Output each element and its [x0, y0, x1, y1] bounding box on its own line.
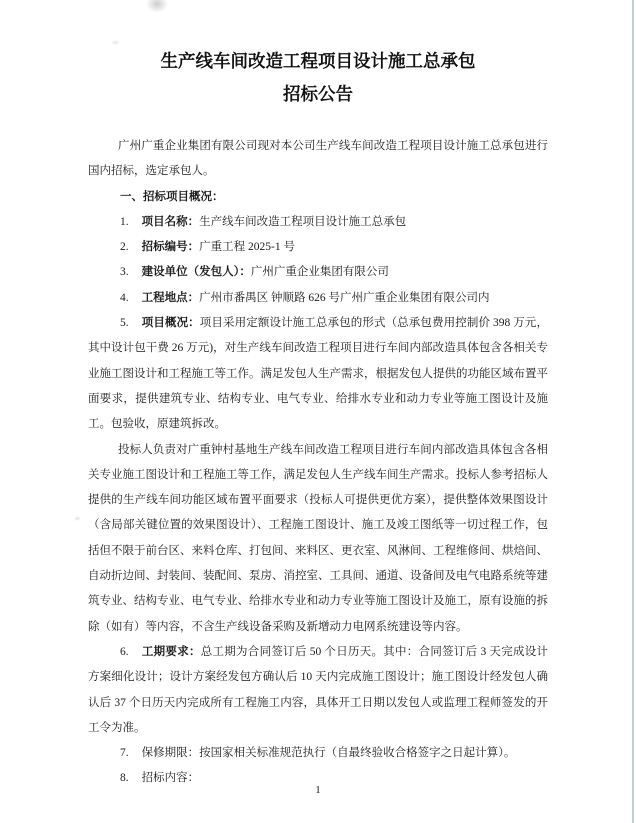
item-text: 广州市番禺区 钟顺路 626 号广州广重企业集团有限公司内	[199, 291, 490, 304]
item-text: 广州广重企业集团有限公司	[250, 266, 389, 279]
item-label: 招标编号：	[141, 241, 200, 254]
scan-artifact-smudge	[146, 0, 168, 13]
numbered-item-7	[88, 741, 548, 766]
numbered-item-4	[88, 286, 548, 311]
scan-artifact-dot	[111, 40, 120, 45]
title-block	[0, 0, 636, 111]
bidder-paragraph: 投标人负责对广重钟村基地生产线车间改造工程项目进行车间内部改造具体包含各相关专业施工图设计和工程施工等工作，满足发包人生产线车间生产需求。投标人参考招标人提供的生产线车间功能区域布置平面要求（投标人可提供更优方案），提供整体效果图设计（含局部关键位置的效果图设计）、工程施工图设计、施工及竣工图纸等一切过程工作，包括但不限于前台区、来料仓库、打包间、来料区、更衣室、风淋间、工程维修间、烘焙间、自动折边间、封装间、装配间、泵房、消控室、工具间、通道、设备间及电气电路系统等建筑专业、结构专业、电气专业、给排水专业和动力专业等施工图设计及施工，原有设施的拆除（如有）等内容，不含生产线设备采购及新增动力电网系统建设等内容。	[88, 443, 548, 633]
numbered-item-5	[88, 311, 548, 437]
intro-paragraph: 广州广重企业集团有限公司现对本公司生产线车间改造工程项目设计施工总承包进行国内招标，选定承包人。	[88, 140, 548, 178]
item-number: 3.	[120, 266, 129, 279]
item-number: 2.	[120, 241, 129, 254]
page-number: 1	[315, 784, 321, 796]
section-heading: 一、招标项目概况：	[120, 190, 224, 203]
item-text: 广重工程 2025-1 号	[199, 241, 295, 254]
doc-subtitle: 招标公告	[283, 84, 353, 104]
item-text: 生产线车间改造工程项目设计施工总承包	[199, 215, 407, 228]
item-text: 按国家相关标准规范执行（自最终验收合格签字之日起计算）。	[199, 747, 516, 760]
item-label: 项目概况：	[141, 317, 200, 330]
item-label: 项目名称：	[141, 215, 200, 228]
item-number: 7.	[120, 747, 129, 760]
item-number: 1.	[120, 215, 129, 228]
numbered-item-2	[88, 235, 548, 260]
item-number: 5.	[120, 317, 129, 330]
document-body	[88, 134, 548, 792]
item-text: 总工期为合同签订后 50 个日历天。其中：合同签订后 3 天完成设计方案细化设计；设计方案经发包方确认后 10 天内完成施工图设计；施工图设计经发包人确认后 37 个日历天内完成所有工程施工内容，具体开工日期以发包人或监理工程师签发的开工令为准。	[88, 645, 549, 734]
scan-artifact-dot	[74, 516, 81, 521]
scan-edge-line	[632, 0, 634, 823]
item-number: 4.	[120, 291, 129, 304]
item-text: 项目采用定额设计施工总承包的形式（总承包费用控制价 398 万元，其中设计包干费 26 万元)，对生产线车间改造工程项目进行车间内部改造具体包含各相关专业施工图设计和工程施工等工作。满足发包人生产需求，根据发包人提供的功能区域布置平面要求，提供建筑专业、结构专业、电气专业、给排水专业和动力专业等施工图设计及施工。包验收，原建筑拆改。	[88, 317, 549, 431]
item-label: 建设单位（发包人）：	[141, 266, 251, 279]
numbered-item-1	[88, 210, 548, 235]
numbered-item-6	[88, 640, 548, 741]
item-number: 6.	[120, 645, 129, 658]
item-label: 保修期限：	[141, 747, 200, 760]
doc-title: 生产线车间改造工程项目设计施工总承包	[160, 51, 476, 71]
item-label: 工程地点：	[141, 291, 200, 304]
numbered-item-3	[88, 260, 548, 285]
item-number: 8.	[120, 772, 129, 785]
item-label: 工期要求：	[141, 645, 201, 658]
item-label: 招标内容：	[141, 772, 200, 785]
